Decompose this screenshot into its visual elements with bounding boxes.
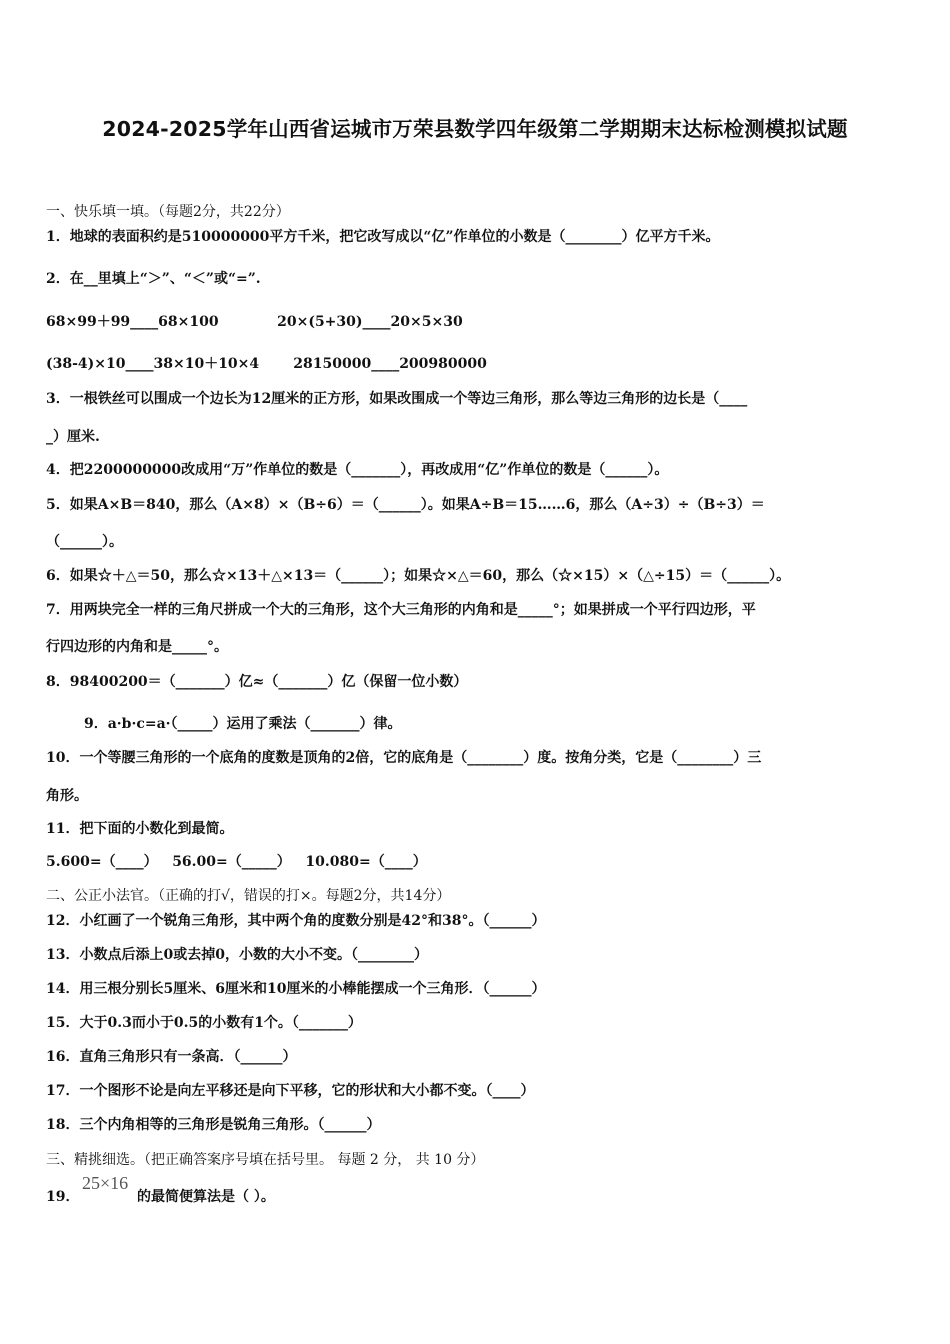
question-7-cont: 行四边形的内角和是_____°。	[46, 639, 228, 655]
page-title: 2024-2025学年山西省运城市万荣县数学四年级第二学期期末达标检测模拟试题	[102, 117, 848, 141]
question-5: 5．如果A×B＝840，那么（A×8）×（B÷6）＝（______）。如果A÷B＝15……6，那么（A÷3）÷（B÷3）＝	[46, 497, 765, 513]
question-11: 11．把下面的小数化到最简。	[46, 821, 234, 837]
question-1: 1．地球的表面积约是510000000平方千米，把它改写成以“亿”作单位的小数是（________）亿平方千米。	[46, 229, 720, 245]
question-18: 18．三个内角相等的三角形是锐角三角形。（______）	[46, 1117, 381, 1133]
question-6: 6．如果☆＋△＝50，那么☆×13＋△×13＝（______）；如果☆×△＝60，那么（☆×15）×（△÷15）＝（______）。	[46, 568, 791, 584]
question-17: 17．一个图形不论是向左平移还是向下平移，它的形状和大小都不变。（____）	[46, 1083, 535, 1099]
section-2-heading: 二、公正小法官。（正确的打√，错误的打×。每题2分，共14分）	[46, 888, 451, 904]
question-19-expression: 25×16	[82, 1173, 129, 1193]
question-16: 16．直角三角形只有一条高．（______）	[46, 1049, 297, 1065]
question-13: 13．小数点后添上0或去掉0，小数的大小不变。（________）	[46, 947, 428, 963]
question-19-text: 的最简便算法是（ ）。	[137, 1189, 275, 1205]
question-3: 3．一根铁丝可以围成一个边长为12厘米的正方形，如果改围成一个等边三角形，那么等边三角形的边长是（____	[46, 391, 748, 407]
question-14: 14．用三根分别长5厘米、6厘米和10厘米的小棒能摆成一个三角形．（______）	[46, 981, 546, 997]
question-12: 12．小红画了一个锐角三角形，其中两个角的度数分别是42°和38°。（______）	[46, 913, 546, 929]
question-10-cont: 角形。	[46, 788, 88, 804]
question-15: 15．大于0.3而小于0.5的小数有1个。（_______）	[46, 1015, 362, 1031]
question-19-number: 19．	[46, 1189, 80, 1205]
question-8: 8．98400200＝（_______）亿≈（_______）亿（保留一位小数）	[46, 674, 468, 690]
question-2: 2．在__里填上“＞”、“＜”或“=”.	[46, 271, 261, 287]
question-2-row-a: 68×99＋99____68×100 20×(5+30)____20×5×30	[46, 314, 463, 330]
question-4: 4．把2200000000改成用“万”作单位的数是（_______），再改成用“亿”作单位的数是（______）。	[46, 462, 669, 478]
question-7: 7．用两块完全一样的三角尺拼成一个大的三角形，这个大三角形的内角和是_____°；如果拼成一个平行四边形，平	[46, 602, 756, 618]
question-10: 10．一个等腰三角形的一个底角的度数是顶角的2倍，它的底角是（________）度。按角分类，它是（________）三	[46, 750, 762, 766]
section-3-heading: 三、精挑细选。（把正确答案序号填在括号里。 每题 2 分， 共 10 分）	[46, 1152, 485, 1168]
question-11-row: 5.600=（____） 56.00=（_____） 10.080=（____）	[46, 854, 427, 870]
section-1-heading: 一、快乐填一填。（每题2分，共22分）	[46, 204, 290, 220]
question-5-cont: （______）。	[46, 534, 123, 550]
question-9: 9．a·b·c=a·（_____）运用了乘法（_______）律。	[84, 716, 402, 732]
question-2-row-b: (38-4)×10____38×10＋10×4 28150000____200980000	[46, 356, 487, 372]
question-3-cont: _）厘米.	[46, 429, 100, 445]
